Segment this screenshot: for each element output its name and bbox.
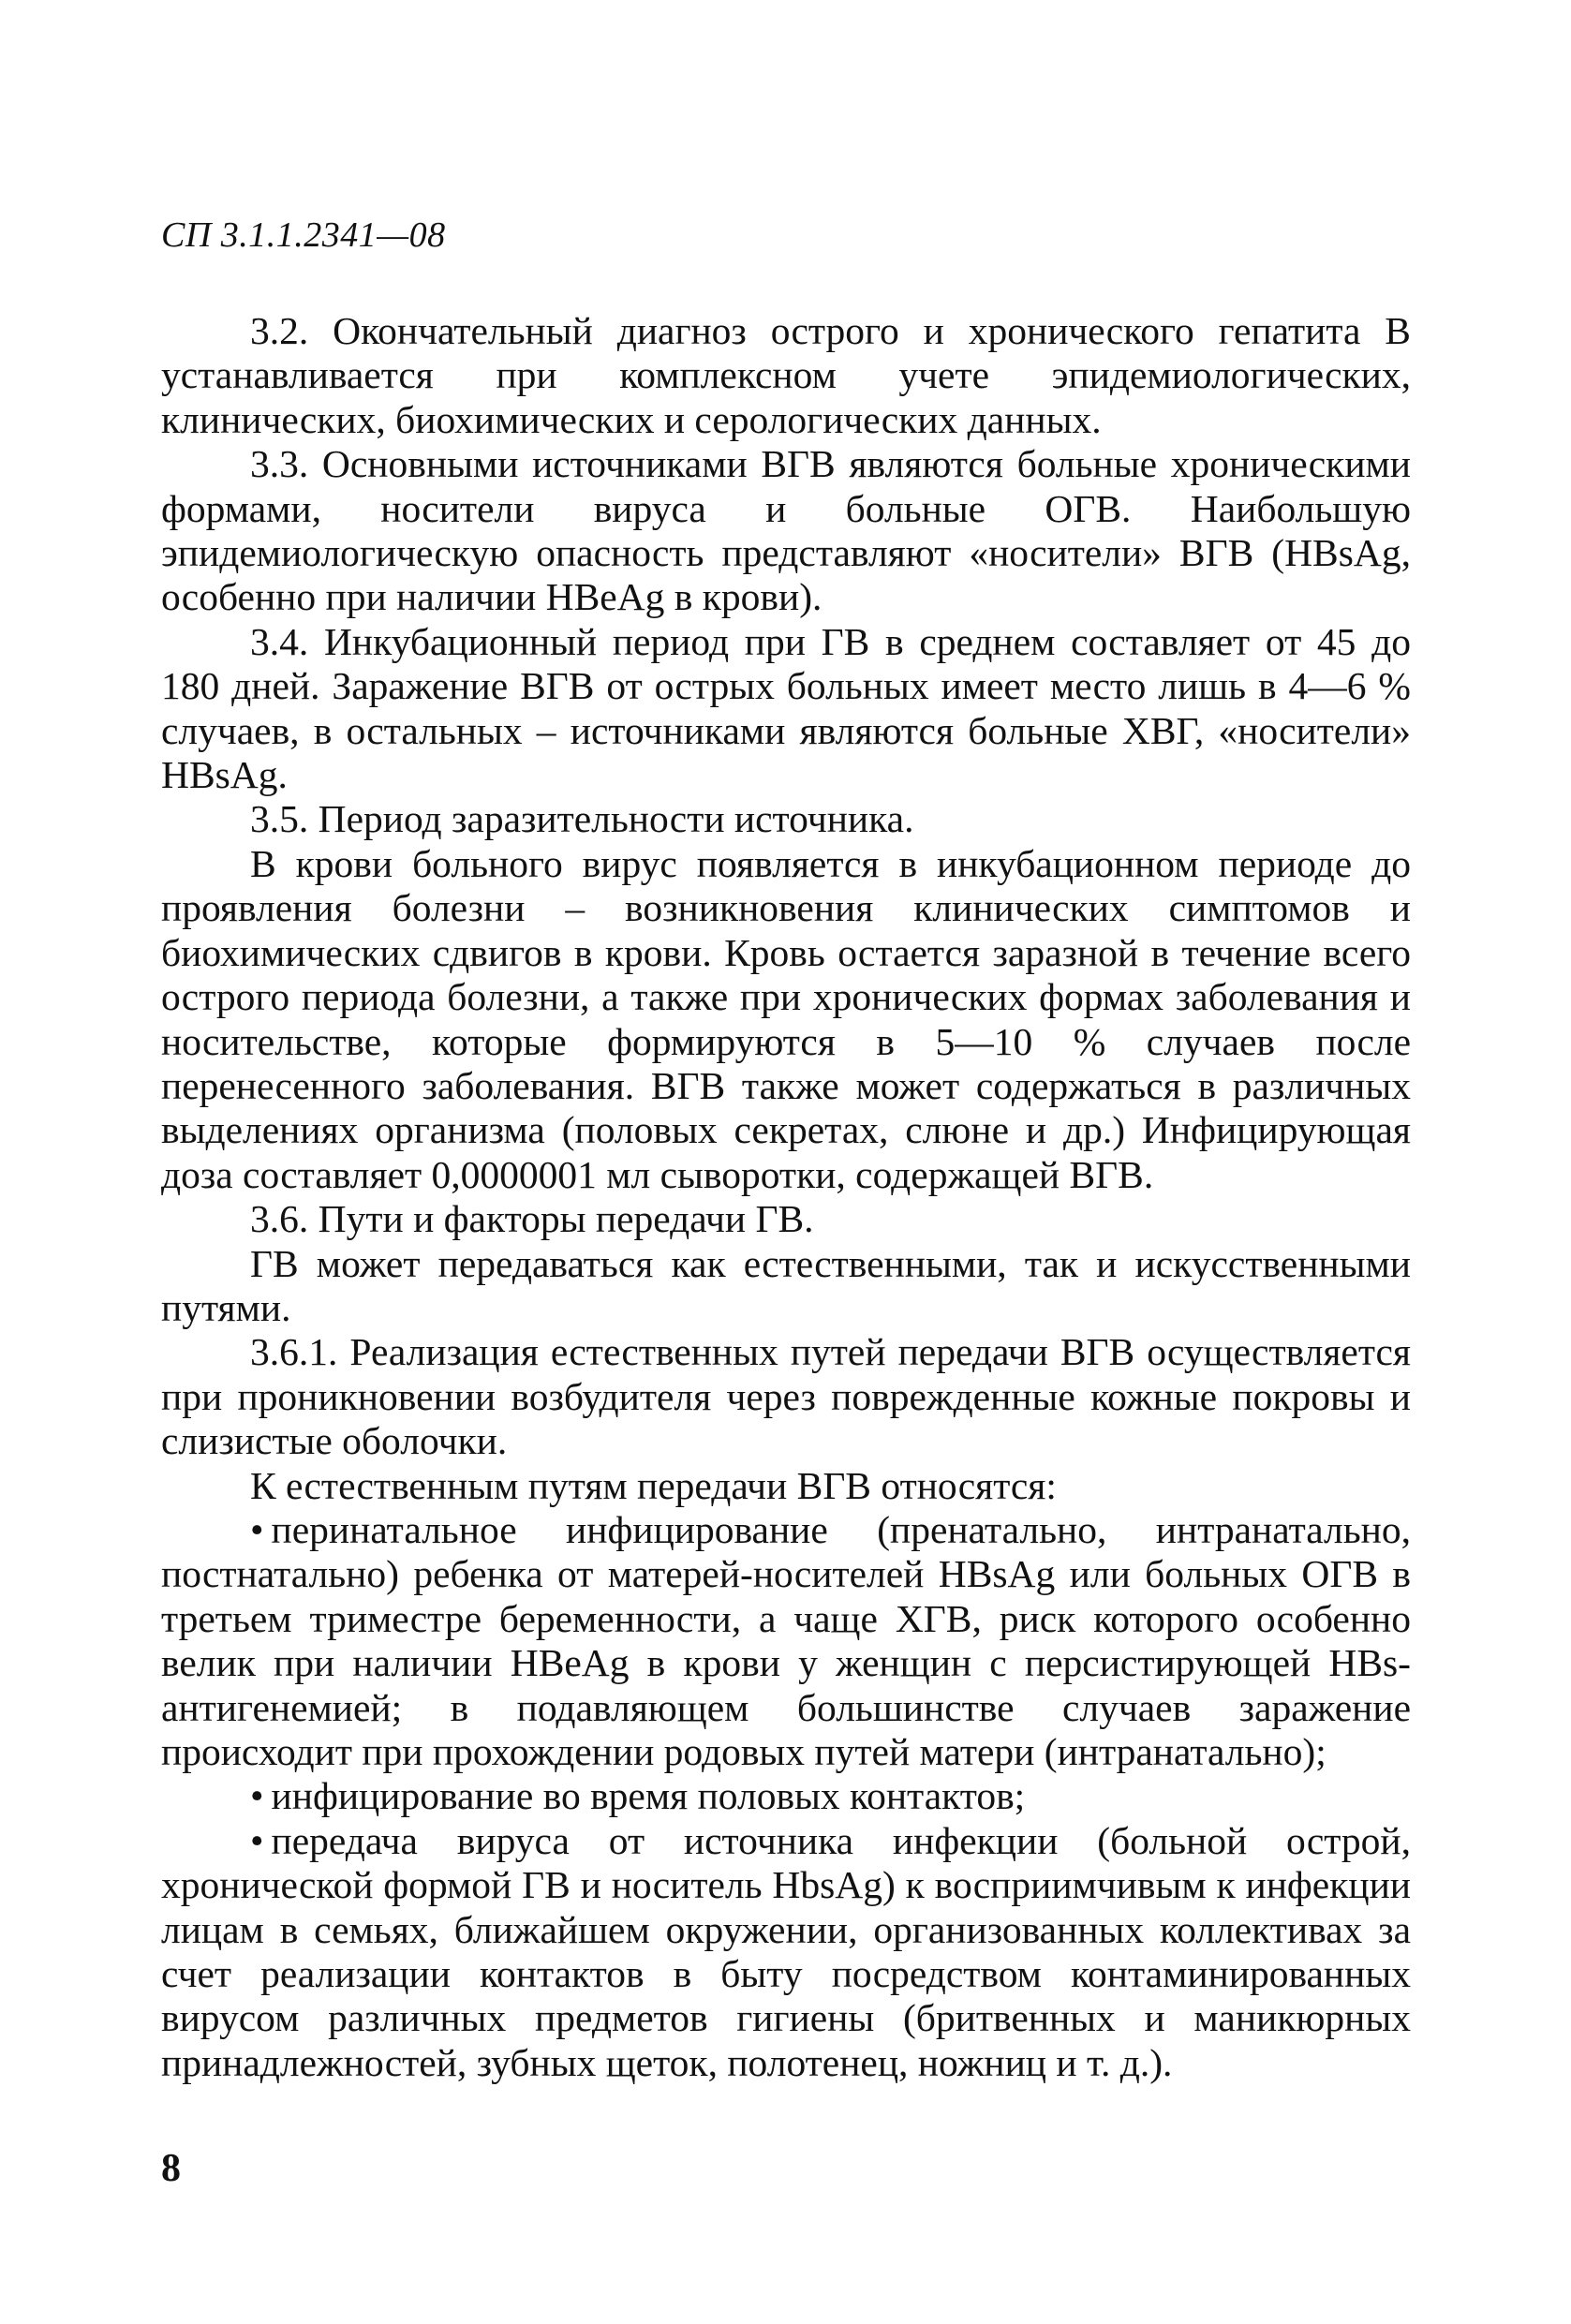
paragraph-3-5: 3.5. Период заразительности источника. [250,797,914,841]
paragraph-3-6: 3.6. Пути и факторы передачи ГВ. [250,1197,814,1241]
bullet-icon: • [250,1507,264,1551]
paragraph-3-6-1: 3.6.1. Реализация естественных путей передачи ВГВ осуществляется при проникновении возбудителя через поврежденные кожные покровы и слизистые оболочки. [161,1330,1411,1463]
page-number: 8 [161,2147,181,2190]
document-code-header: СП 3.1.1.2341—08 [161,215,446,255]
paragraph-3-4: 3.4. Инкубационный период при ГВ в среднем составляет от 45 до 180 дней. Заражение ВГВ от острых больных имеет место лишь в 4—6 % случаев, в остальных – источниками являются больные ХВГ, «носители» HBsAg. [161,619,1411,797]
paragraph-natural-paths-intro: К естественным путям передачи ВГВ относятся: [250,1463,1057,1507]
bullet-icon: • [250,1774,264,1818]
bullet-item [161,1819,1411,2085]
bullet-item [161,1508,1411,1774]
paragraph-infectiousness: В крови больного вирус появляется в инкубационном периоде до проявления болезни – возникновения клинических симптомов и биохимических сдвигов в крови. Кровь остается заразной в течение всего острого периода болезни, а также при хронических формах заболевания и носительстве, которые формируются в 5—10 % случаев после перенесенного заболевания. ВГВ также может содержаться в различных выделениях организма (половых секретах, слюне и др.) Инфицирующая доза составляет 0,0000001 мл сыворотки, содержащей ВГВ. [161,841,1411,1196]
bullet-text: инфицирование во время половых контактов; [271,1774,1026,1818]
paragraph-transmission-paths: ГВ может передаваться как естественными, так и искусственными путями. [161,1241,1411,1329]
bullet-item [161,1774,1411,1818]
document-body [161,309,1411,2085]
paragraph-3-3: 3.3. Основными источниками ВГВ являются больные хроническими формами, носители вируса и больные ОГВ. Наибольшую эпидемиологическую опасность представляют «носители» ВГВ (HBsAg, особенно при наличии HBeAg в крови). [161,442,1411,619]
paragraph-3-2: 3.2. Окончательный диагноз острого и хронического гепатита В устанавливается при комплексном учете эпидемиологических, клинических, биохимических и серологических данных. [161,309,1411,441]
bullet-text: передача вируса от источника инфекции (больной острой, хронической формой ГВ и носитель HbsAg) к восприимчивым к инфекции лицам в семьях, ближайшем окружении, организованных коллективах за счет реализации контактов в быту посредством контаминированных вирусом различных предметов гигиены (бритвенных и маникюрных принадлежностей, зубных щеток, полотенец, ножниц и т. д.). [161,1818,1411,2084]
bullet-icon: • [250,1818,264,1862]
bullet-text: перинатальное инфицирование (пренатально, интранатально, постнатально) ребенка от матерей-носителей HBsAg или больных ОГВ в третьем триместре беременности, а чаще ХГВ, риск которого особенно велик при наличии HBeAg в крови у женщин с персистирующей HBs-антигенемией; в подавляющем большинстве случаев заражение происходит при прохождении родовых путей матери (интранатально); [161,1507,1411,1773]
